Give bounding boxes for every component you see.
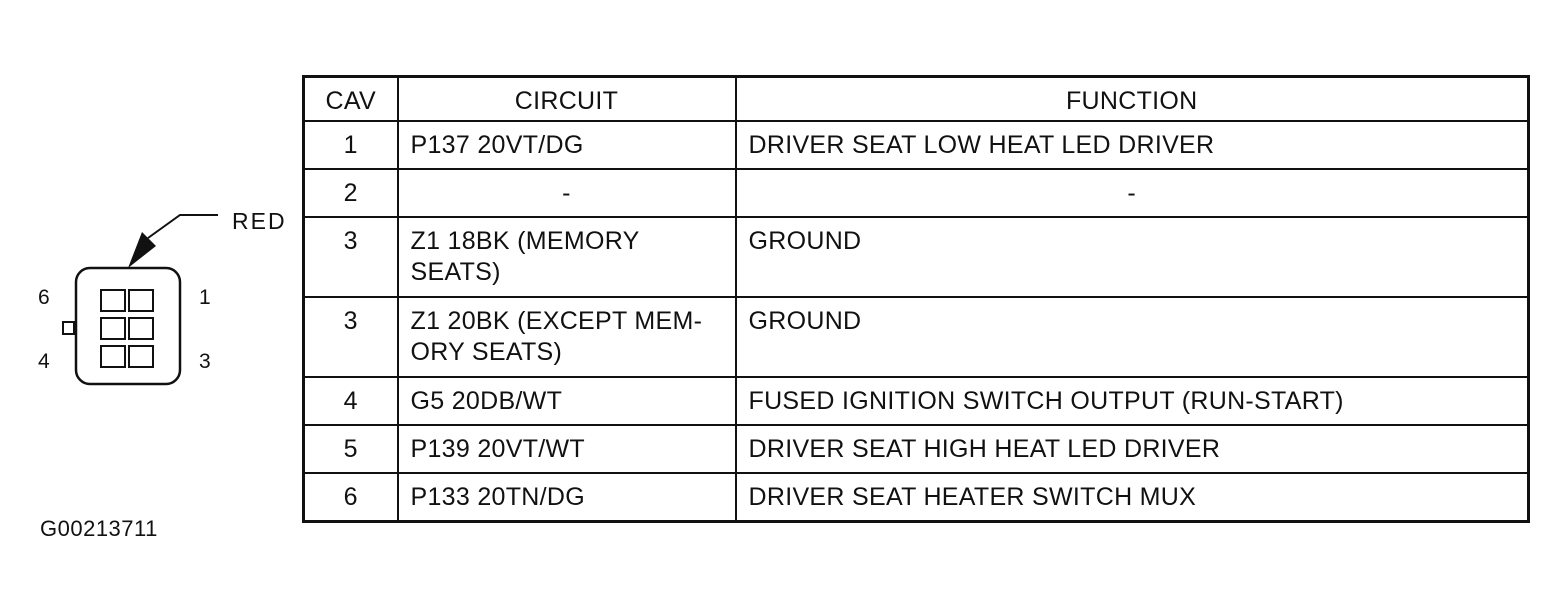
function-cell: FUSED IGNITION SWITCH OUTPUT (RUN-START)	[736, 377, 1529, 425]
cav-cell: 2	[304, 169, 398, 217]
table-row	[304, 425, 1529, 473]
red-wire-arrowhead	[128, 232, 156, 268]
cav-cell: 3	[304, 217, 398, 297]
cavity-3	[129, 346, 153, 367]
cavity-2	[129, 318, 153, 339]
table-header-row	[304, 77, 1529, 122]
table-row	[304, 217, 1529, 297]
pin-label-top-right: 1	[199, 286, 211, 309]
figure-id: G00213711	[40, 516, 158, 541]
connector-pinout-table	[302, 75, 1530, 523]
cav-cell: 1	[304, 121, 398, 169]
function-cell: GROUND	[736, 217, 1529, 297]
cavity-4	[101, 346, 125, 367]
cav-cell: 3	[304, 297, 398, 377]
function-cell: DRIVER SEAT HEATER SWITCH MUX	[736, 473, 1529, 522]
function-cell: DRIVER SEAT HIGH HEAT LED DRIVER	[736, 425, 1529, 473]
header-cav: CAV	[304, 77, 398, 122]
circuit-cell: P137 20VT/DG	[398, 121, 736, 169]
circuit-cell: P133 20TN/DG	[398, 473, 736, 522]
wire-color-label: RED	[232, 208, 287, 234]
cav-cell: 6	[304, 473, 398, 522]
header-circuit: CIRCUIT	[398, 77, 736, 122]
circuit-cell: G5 20DB/WT	[398, 377, 736, 425]
table-row	[304, 121, 1529, 169]
cavity-1	[129, 290, 153, 311]
function-cell: GROUND	[736, 297, 1529, 377]
table-row	[304, 297, 1529, 377]
function-cell: -	[736, 169, 1529, 217]
pin-label-bottom-left: 4	[38, 350, 50, 373]
circuit-cell: Z1 18BK (MEMORY SEATS)	[398, 217, 736, 297]
circuit-cell: P139 20VT/WT	[398, 425, 736, 473]
pin-label-top-left: 6	[38, 286, 50, 309]
red-wire-leader-line	[148, 215, 218, 238]
header-function: FUNCTION	[736, 77, 1529, 122]
cav-cell: 4	[304, 377, 398, 425]
connector-cavities	[101, 290, 153, 367]
table-row	[304, 169, 1529, 217]
table-row	[304, 473, 1529, 522]
pin-label-bottom-right: 3	[199, 350, 211, 373]
connector-lock-tab	[63, 322, 74, 334]
table-row	[304, 377, 1529, 425]
cav-cell: 5	[304, 425, 398, 473]
circuit-cell: -	[398, 169, 736, 217]
function-cell: DRIVER SEAT LOW HEAT LED DRIVER	[736, 121, 1529, 169]
circuit-cell: Z1 20BK (EXCEPT MEM-ORY SEATS)	[398, 297, 736, 377]
cavity-5	[101, 318, 125, 339]
cavity-6	[101, 290, 125, 311]
